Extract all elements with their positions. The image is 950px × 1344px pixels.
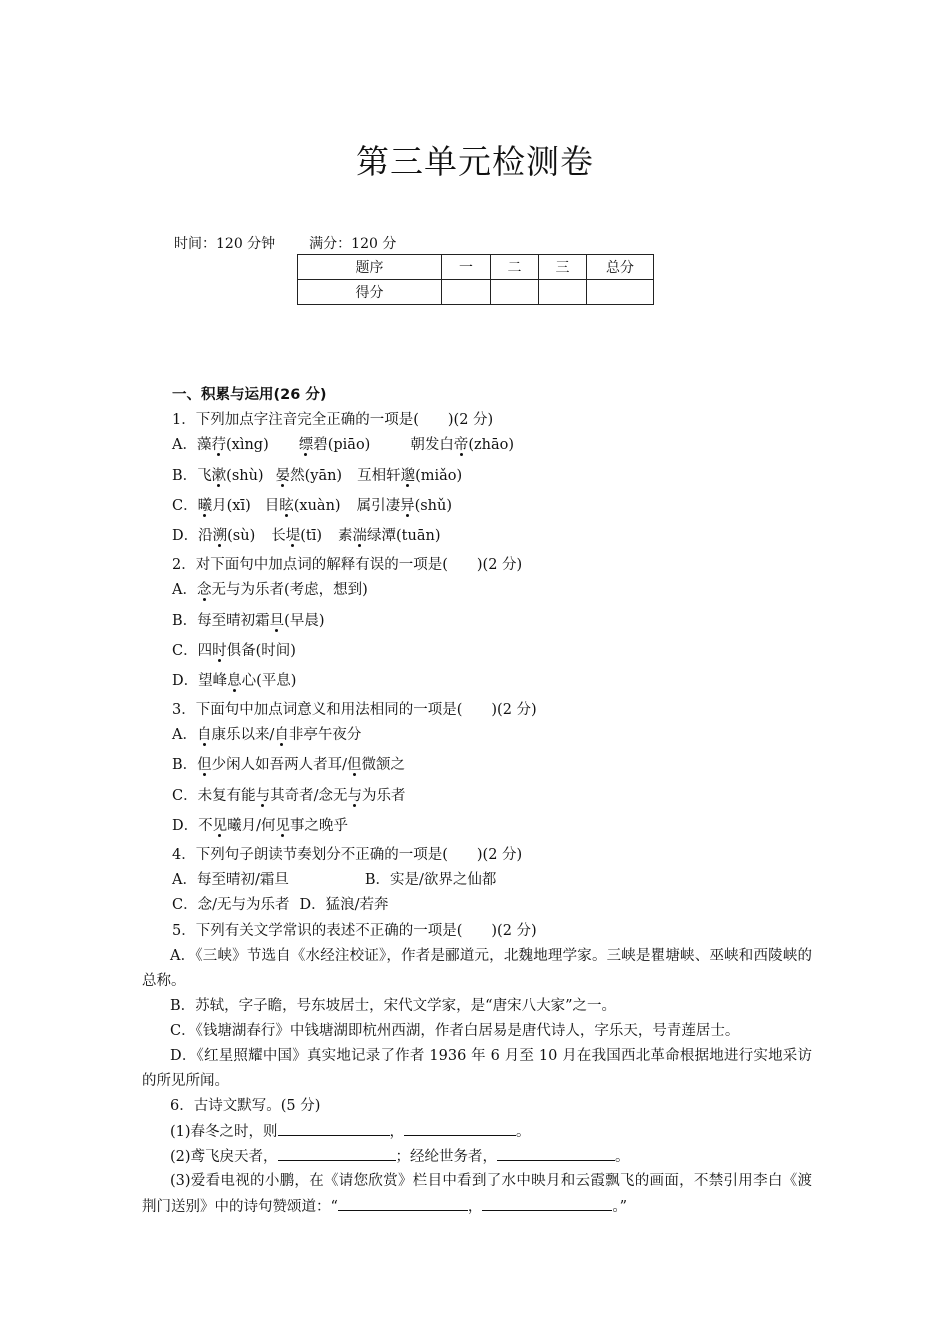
question-4-option-c: C．念/无与为乐者 [172,897,290,914]
question-5-option-c: C．《钱塘湖春行》中钱塘湖即杭州西湖，作者白居易是唐代诗人，字乐天，号青莲居士。 [170,1022,740,1039]
score-table-header-cell: 三 [539,255,587,280]
score-table-score-row [298,280,654,305]
exam-content [142,383,812,1220]
question-1-option-b: B．飞漱(shù) 晏然(yān) 互相轩邈(miǎo) [172,467,463,484]
exam-full-score: 满分：120 分 [309,236,397,252]
section-heading: 一、积累与运用(26 分) [172,387,327,403]
question-5-option-b: B．苏轼，字子瞻，号东坡居士，宋代文学家，是“唐宋八大家”之一。 [170,997,616,1014]
question-2-stem: 2．对下面句中加点词的解释有误的一项是( )(2 分) [172,557,523,574]
question-1-option-c: C．曦月(xī) 目眩(xuàn) 属引凄异(shǔ) [172,497,453,514]
score-cell[interactable] [442,280,491,305]
question-3-stem: 3．下面句中加点词意义和用法相同的一项是( )(2 分) [172,702,537,719]
question-4-stem: 4．下列句子朗读节奏划分不正确的一项是( )(2 分) [172,847,523,863]
answer-blank[interactable] [338,1194,468,1211]
answer-blank[interactable] [278,1119,390,1136]
question-5-stem: 5．下列有关文学常识的表述不正确的一项是( )(2 分) [172,922,537,939]
score-table-header-cell: 二 [491,255,539,280]
question-2-option-a: A．念无与为乐者(考虑，想到) [172,582,368,599]
score-cell[interactable] [491,280,539,305]
exam-time: 时间：120 分钟 [174,236,276,252]
question-5-option-a: A．《三峡》节选自《水经注校证》，作者是郦道元，北魏地理学家。三峡是瞿塘峡、巫峡和西陵峡的总称。 [142,947,812,989]
score-table-header-cell: 题序 [298,255,442,280]
question-3-option-c: C．未复有能与其奇者/念无与为乐者 [172,787,406,804]
question-1-option-d: D．沿溯(sù) 长堤(tī) 素湍绿潭(tuān) [172,527,441,544]
answer-blank[interactable] [497,1144,615,1161]
question-4-option-b: B．实是/欲界之仙都 [364,872,497,889]
page-title: 第三单元检测卷 [356,142,594,181]
score-table [297,254,654,305]
score-cell[interactable] [587,280,654,305]
score-cell[interactable] [539,280,587,305]
question-3-option-d: D．不见曦月/何见事之晚乎 [172,817,349,834]
question-3-option-a: A．自康乐以来/自非亭午夜分 [172,727,362,744]
question-4-option-a: A．每至晴初/霜旦 [172,872,289,889]
question-6-part-1: (1)春冬之时，则 ， 。 [142,1119,812,1144]
question-6-part-2: (2)鸢飞戾天者， ；经纶世务者， 。 [142,1144,812,1169]
answer-blank[interactable] [278,1144,396,1161]
question-6-part-3: (3)爱看电视的小鹏，在《请您欣赏》栏目中看到了水中映月和云霞飘飞的画面，不禁引用李白《渡荆门送别》中的诗句赞颂道：“ ， 。” [142,1173,812,1216]
question-2-option-c: C．四时俱备(时间) [172,642,296,659]
score-table-row-label: 得分 [298,280,442,305]
exam-meta [174,233,396,253]
question-4-options-ab [142,868,812,893]
question-1-stem: 1．下列加点字注音完全正确的一项是( )(2 分) [172,412,494,429]
answer-blank[interactable] [482,1194,612,1211]
question-5-option-d: D．《红星照耀中国》真实地记录了作者 1936 年 6 月至 10 月在我国西北革命根据地进行实地采访的所见所闻。 [142,1047,812,1089]
score-table-header-cell: 总分 [587,255,654,280]
question-4-option-d: D．猛浪/若奔 [299,897,389,914]
question-2-option-b: B．每至晴初霜旦(早晨) [172,612,325,629]
score-table-header-cell: 一 [442,255,491,280]
answer-blank[interactable] [404,1119,516,1136]
question-3-option-b: B．但少闲人如吾两人者耳/但微颔之 [172,757,406,774]
question-1-option-a: A．藻荇(xìng) 缥碧(piāo) 朝发白帝(zhāo) [172,437,515,454]
score-table-header-row [298,255,654,280]
question-2-option-d: D．望峰息心(平息) [172,672,297,689]
question-4-options-cd [142,893,812,918]
question-6-stem: 6．古诗文默写。(5 分) [170,1097,321,1114]
